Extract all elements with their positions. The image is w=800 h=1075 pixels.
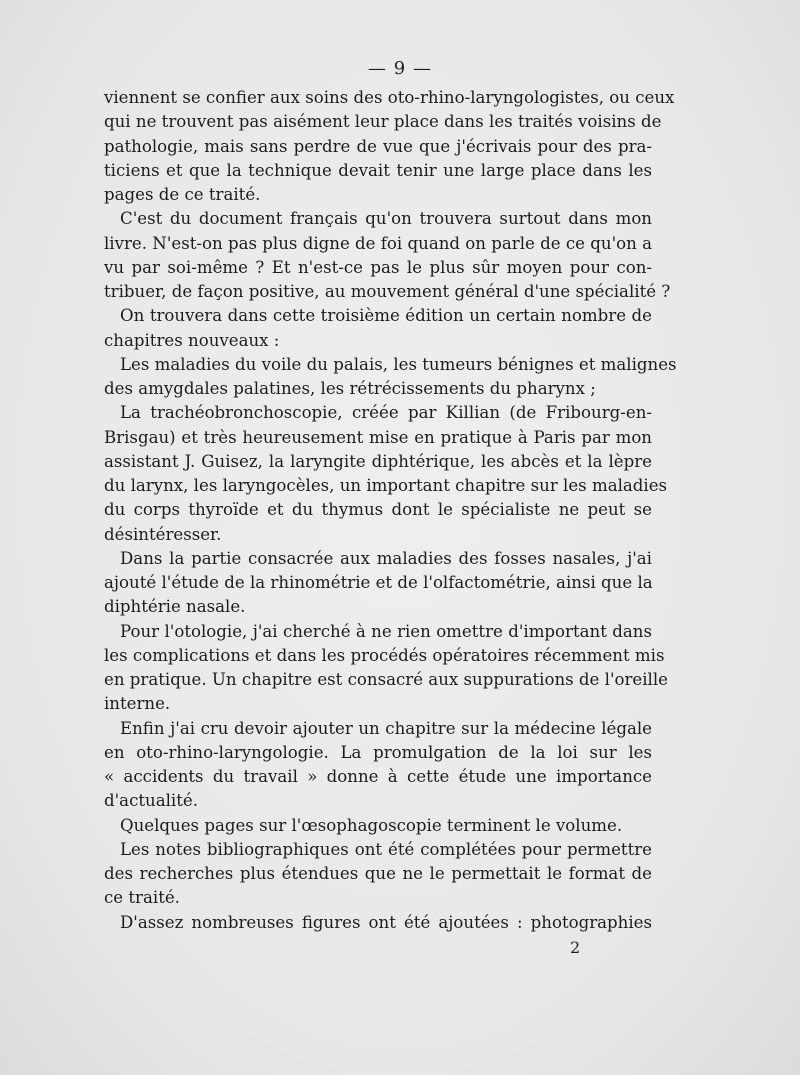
text-line: assistant J. Guisez, la laryngite diphtérique, les abcès et la lèpre <box>104 451 652 471</box>
text-line: Les maladies du voile du palais, les tumeurs bénignes et malignes <box>120 354 677 374</box>
text-line: La trachéobronchoscopie, créée par Killian (de Fribourg-en- <box>120 403 652 423</box>
page-number: — 9 — <box>368 58 432 79</box>
text-line: en oto-rhino-laryngologie. La promulgation de la loi sur les <box>104 742 652 762</box>
text-line: d'actualité. <box>104 791 198 811</box>
text-line: tribuer, de façon positive, au mouvement général d'une spécialité ? <box>104 282 671 301</box>
page-body-text <box>104 86 677 935</box>
text-line: en pratique. Un chapitre est consacré aux suppurations de l'oreille <box>104 670 668 689</box>
text-line: Enfin j'ai cru devoir ajouter un chapitre sur la médecine légale <box>120 718 652 738</box>
text-line: qui ne trouvent pas aisément leur place dans les traités voisins de <box>104 112 662 132</box>
text-line: C'est du document français qu'on trouvera surtout dans mon <box>120 209 652 229</box>
text-line: ajouté l'étude de la rhinométrie et de l'olfactométrie, ainsi que la <box>104 573 653 592</box>
text-line: du corps thyroïde et du thymus dont le spécialiste ne peut se <box>104 500 652 520</box>
text-line: D'assez nombreuses figures ont été ajoutées : photographies <box>120 912 652 932</box>
text-line: Pour l'otologie, j'ai cherché à ne rien omettre d'important dans <box>120 621 652 641</box>
text-line: Les notes bibliographiques ont été complétées pour permettre <box>120 839 652 859</box>
text-line: viennent se confier aux soins des oto-rhino-laryngologistes, ou ceux <box>104 88 675 107</box>
text-line: ce traité. <box>104 888 180 908</box>
text-line: du larynx, les laryngocèles, un important chapitre sur les maladies <box>104 476 668 495</box>
text-line: des recherches plus étendues que ne le permettait le format de <box>104 864 652 883</box>
text-line: désintéresser. <box>104 524 222 544</box>
text-line: des amygdales palatines, les rétrécissements du pharynx ; <box>104 379 596 398</box>
text-line: vu par soi-même ? Et n'est-ce pas le plus sûr moyen pour con- <box>104 257 652 277</box>
text-line: chapitres nouveaux : <box>104 330 280 350</box>
text-line: Dans la partie consacrée aux maladies des fosses nasales, j'ai <box>120 548 652 568</box>
text-line: pathologie, mais sans perdre de vue que j'écrivais pour des pra- <box>104 136 652 156</box>
text-line: interne. <box>104 694 171 714</box>
text-line: les complications et dans les procédés opératoires récemment mis <box>104 645 665 665</box>
text-line: ticiens et que la technique devait tenir une large place dans les <box>104 160 652 180</box>
text-line: Brisgau) et très heureusement mise en pratique à Paris par mon <box>104 427 652 447</box>
text-line: livre. N'est-on pas plus digne de foi quand on parle de ce qu'on a <box>104 233 652 253</box>
text-line: pages de ce traité. <box>104 185 261 204</box>
text-line: Quelques pages sur l'œsophagoscopie terminent le volume. <box>120 815 623 835</box>
text-line: On trouvera dans cette troisième édition un certain nombre de <box>120 306 652 326</box>
text-line: « accidents du travail » donne à cette étude une importance <box>104 767 652 786</box>
text-line: diphtérie nasale. <box>104 597 246 617</box>
signature-mark: 2 <box>570 938 581 957</box>
